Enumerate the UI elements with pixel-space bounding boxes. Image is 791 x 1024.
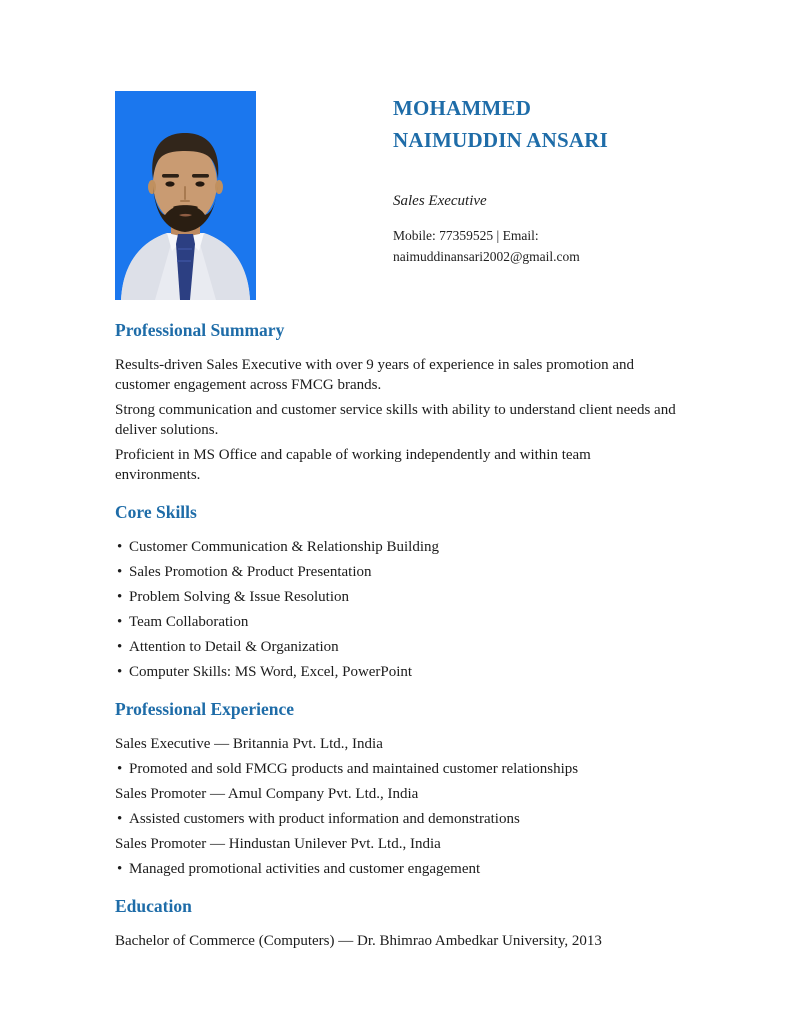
job-heading: Sales Promoter — Amul Company Pvt. Ltd., India: [115, 786, 419, 802]
list-item: • Managed promotional activities and customer engagement: [115, 859, 676, 879]
contact-email-address: naimuddinansari2002@gmail.com: [393, 249, 580, 264]
job-bullets: [115, 809, 676, 829]
education-line: Bachelor of Commerce (Computers) — Dr. Bhimrao Ambedkar University, 2013: [115, 933, 602, 949]
summary-paragraph: Proficient in MS Office and capable of working independently and within team environments.: [115, 447, 591, 483]
contact-mobile-email-label: Mobile: 77359525 | Email:: [393, 228, 539, 243]
section-core-skills: [115, 500, 676, 682]
job-heading: Sales Promoter — Hindustan Unilever Pvt. Ltd., India: [115, 836, 441, 852]
section-title-education: Education: [115, 896, 192, 916]
summary-paragraph: Results-driven Sales Executive with over 9 years of experience in sales promotion and customer engagement across FMCG brands.: [115, 357, 635, 393]
list-item: • Computer Skills: MS Word, Excel, PowerPoint: [115, 662, 676, 682]
candidate-name-line2: NAIMUDDIN ANSARI: [393, 128, 608, 152]
section-title-professional-experience: Professional Experience: [115, 699, 295, 719]
resume-header: [115, 91, 676, 300]
summary-paragraph: Strong communication and customer service skills with ability to understand client needs and deliver solutions.: [115, 402, 676, 438]
header-text-block: [393, 91, 665, 267]
job-title: Sales Executive: [393, 193, 487, 209]
skills-list: [115, 537, 676, 682]
job-heading: Sales Executive — Britannia Pvt. Ltd., India: [115, 736, 383, 752]
list-item: • Promoted and sold FMCG products and maintained customer relationships: [115, 759, 676, 779]
list-item: • Problem Solving & Issue Resolution: [115, 587, 676, 607]
job-bullets: [115, 759, 676, 779]
section-title-core-skills: Core Skills: [115, 502, 197, 522]
portrait-photo-graphic: [115, 91, 256, 300]
list-item: • Attention to Detail & Organization: [115, 637, 676, 657]
list-item: • Team Collaboration: [115, 612, 676, 632]
section-professional-experience: [115, 697, 676, 879]
profile-photo: [115, 91, 256, 300]
section-title-professional-summary: Professional Summary: [115, 320, 285, 340]
list-item: • Customer Communication & Relationship Building: [115, 537, 676, 557]
contact-info: [393, 225, 665, 267]
job-bullets: [115, 859, 676, 879]
candidate-name: [393, 92, 665, 156]
list-item: • Sales Promotion & Product Presentation: [115, 562, 676, 582]
section-education: [115, 894, 676, 951]
section-professional-summary: [115, 318, 676, 485]
list-item: • Assisted customers with product information and demonstrations: [115, 809, 676, 829]
candidate-name-line1: MOHAMMED: [393, 96, 532, 120]
